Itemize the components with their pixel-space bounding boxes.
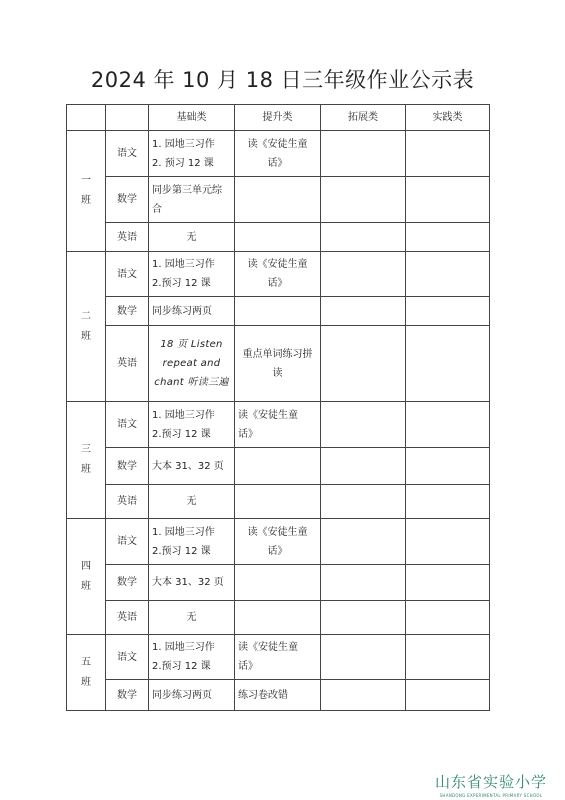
advance-homework-line: 读《安徒生童 (247, 526, 308, 538)
advance-homework-line: 读 (272, 367, 283, 379)
class-name-part: 班 (81, 195, 91, 206)
advance-homework-cell (235, 402, 321, 448)
advance-homework-cell (235, 252, 321, 297)
class-name-part: 班 (81, 464, 91, 475)
advance-homework-line: 话》 (238, 428, 258, 440)
header-blank-1 (67, 105, 106, 131)
header-practice: 实践类 (406, 105, 490, 131)
subject-cell: 英语 (106, 601, 149, 635)
basic-homework-cell (149, 297, 235, 326)
advance-homework-cell (235, 177, 321, 223)
table-row (67, 680, 490, 711)
basic-homework-line: 同步练习两页 (152, 689, 212, 701)
extend-homework-cell (321, 326, 406, 402)
practice-homework-cell (406, 402, 490, 448)
practice-homework-cell (406, 565, 490, 601)
class-name-part: 三 (81, 444, 91, 455)
table-row (67, 485, 490, 519)
extend-homework-cell (321, 402, 406, 448)
basic-homework-line: 2.预习 12 课 (152, 428, 211, 440)
subject-cell: 语文 (106, 402, 149, 448)
extend-homework-cell (321, 680, 406, 711)
extend-homework-cell (321, 601, 406, 635)
table-row (67, 177, 490, 223)
practice-homework-cell (406, 601, 490, 635)
class-name-cell (67, 635, 106, 711)
basic-homework-line: 1. 园地三习作 (152, 259, 215, 270)
table-row (67, 326, 490, 402)
class-name-cell (67, 252, 106, 402)
table-row (67, 402, 490, 448)
basic-homework-cell (149, 131, 235, 177)
advance-homework-cell (235, 635, 321, 680)
advance-homework-cell (235, 485, 321, 519)
class-name-part: 班 (81, 330, 91, 342)
header-extend: 拓展类 (321, 105, 406, 131)
advance-homework-line: 话》 (267, 545, 288, 557)
subject-cell: 语文 (106, 131, 149, 177)
basic-homework-line: 大本 31、32 页 (152, 577, 224, 588)
basic-homework-line: repeat and (162, 358, 221, 369)
basic-homework-line: 大本 31、32 页 (152, 460, 224, 472)
practice-homework-cell (406, 680, 490, 711)
basic-homework-cell (149, 519, 235, 565)
basic-homework-line: 18 页 Listen (160, 339, 223, 350)
practice-homework-cell (406, 297, 490, 326)
logo-english-name: SHANDONG EXPERIMENTAL PRIMARY SCHOOL (439, 793, 543, 798)
extend-homework-cell (321, 485, 406, 519)
advance-homework-line: 话》 (238, 661, 258, 672)
practice-homework-cell (406, 177, 490, 223)
class-name-part: 班 (81, 580, 91, 592)
advance-homework-cell (235, 601, 321, 635)
homework-table (66, 104, 490, 711)
extend-homework-cell (321, 297, 406, 326)
basic-homework-line: 1. 园地三习作 (152, 409, 215, 421)
extend-homework-cell (321, 131, 406, 177)
advance-homework-line: 读《安徒生童 (247, 259, 308, 270)
basic-homework-cell (149, 448, 235, 485)
subject-cell: 数学 (106, 565, 149, 601)
subject-cell: 数学 (106, 297, 149, 326)
basic-homework-line: 无 (186, 496, 197, 507)
practice-homework-cell (406, 131, 490, 177)
extend-homework-cell (321, 252, 406, 297)
header-basic: 基础类 (149, 105, 235, 131)
advance-homework-line: 读《安徒生童 (247, 138, 308, 150)
subject-cell: 英语 (106, 223, 149, 252)
class-name-cell (67, 402, 106, 519)
practice-homework-cell (406, 252, 490, 297)
subject-cell: 语文 (106, 519, 149, 565)
subject-cell: 语文 (106, 635, 149, 680)
basic-homework-cell (149, 680, 235, 711)
advance-homework-line: 读《安徒生童 (238, 409, 298, 421)
class-name-part: 班 (81, 676, 91, 688)
class-name-cell (67, 131, 106, 252)
extend-homework-cell (321, 565, 406, 601)
basic-homework-line: 1. 园地三习作 (152, 642, 215, 653)
advance-homework-cell (235, 297, 321, 326)
table-row (67, 519, 490, 565)
basic-homework-line: 无 (186, 231, 197, 243)
class-name-part: 二 (81, 310, 91, 322)
subject-cell: 数学 (106, 680, 149, 711)
table-row (67, 635, 490, 680)
advance-homework-line: 话》 (267, 157, 288, 169)
extend-homework-cell (321, 223, 406, 252)
table-row (67, 448, 490, 485)
header-blank-2 (106, 105, 149, 131)
basic-homework-line: 2.预习 12 课 (152, 545, 211, 557)
basic-homework-cell (149, 565, 235, 601)
header-row (67, 105, 490, 131)
advance-homework-cell (235, 680, 321, 711)
subject-cell: 语文 (106, 252, 149, 297)
basic-homework-cell (149, 223, 235, 252)
basic-homework-line: 2.预习 12 课 (152, 661, 211, 672)
extend-homework-cell (321, 177, 406, 223)
advance-homework-cell (235, 326, 321, 402)
extend-homework-cell (321, 448, 406, 485)
basic-homework-line: 同步练习两页 (152, 305, 212, 317)
advance-homework-cell (235, 448, 321, 485)
header-advance: 提升类 (235, 105, 321, 131)
practice-homework-cell (406, 223, 490, 252)
basic-homework-cell (149, 252, 235, 297)
practice-homework-cell (406, 519, 490, 565)
table-row (67, 297, 490, 326)
advance-homework-cell (235, 131, 321, 177)
logo-chinese-name: 山东省实验小学 (434, 773, 547, 791)
basic-homework-line: 2.预习 12 课 (152, 278, 211, 289)
basic-homework-line: 2. 预习 12 课 (152, 157, 214, 169)
advance-homework-cell (235, 565, 321, 601)
basic-homework-line: 同步第三单元综 (152, 184, 222, 196)
basic-homework-cell (149, 601, 235, 635)
basic-homework-cell (149, 485, 235, 519)
page-title: 2024 年 10 月 18 日三年级作业公示表 (90, 68, 475, 92)
basic-homework-line: 合 (152, 203, 162, 215)
basic-homework-line: 1. 园地三习作 (152, 526, 215, 538)
school-logo (435, 771, 547, 798)
class-name-cell (67, 519, 106, 635)
subject-cell: 英语 (106, 326, 149, 402)
subject-cell: 数学 (106, 448, 149, 485)
class-name-part: 一 (81, 175, 91, 186)
advance-homework-line: 重点单词练习拼 (242, 348, 313, 360)
extend-homework-cell (321, 635, 406, 680)
table-row (67, 565, 490, 601)
basic-homework-cell (149, 402, 235, 448)
subject-cell: 数学 (106, 177, 149, 223)
practice-homework-cell (406, 635, 490, 680)
basic-homework-line: chant 听读三遍 (154, 377, 229, 388)
advance-homework-cell (235, 519, 321, 565)
class-name-part: 四 (81, 560, 91, 572)
practice-homework-cell (406, 326, 490, 402)
table-row (67, 223, 490, 252)
advance-homework-cell (235, 223, 321, 252)
basic-homework-cell (149, 326, 235, 402)
basic-homework-line: 1. 园地三习作 (152, 138, 215, 150)
advance-homework-line: 话》 (267, 278, 288, 289)
table-row (67, 131, 490, 177)
advance-homework-line: 练习卷改错 (238, 689, 288, 701)
practice-homework-cell (406, 448, 490, 485)
basic-homework-cell (149, 635, 235, 680)
advance-homework-line: 读《安徒生童 (238, 642, 298, 653)
extend-homework-cell (321, 519, 406, 565)
table-row (67, 601, 490, 635)
subject-cell: 英语 (106, 485, 149, 519)
class-name-part: 五 (81, 656, 91, 668)
table-row (67, 252, 490, 297)
basic-homework-cell (149, 177, 235, 223)
practice-homework-cell (406, 485, 490, 519)
basic-homework-line: 无 (186, 612, 197, 623)
